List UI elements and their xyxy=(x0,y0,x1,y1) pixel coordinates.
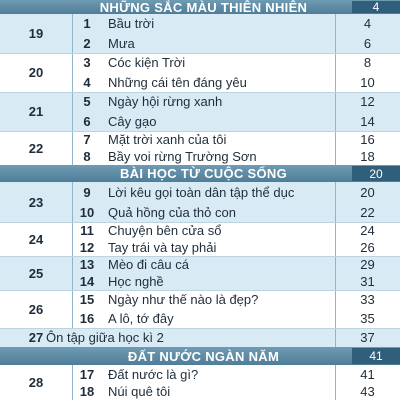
lesson-number: 10 xyxy=(79,204,95,220)
lesson-page: 26 xyxy=(360,240,375,255)
lesson-number: 16 xyxy=(79,311,95,326)
section-title: BÀI HỌC TỪ CUỘC SỐNG xyxy=(119,166,287,181)
lesson-title: Tay trái và tay phải xyxy=(108,240,217,255)
week-number: 23 xyxy=(0,182,72,222)
column-divider xyxy=(72,14,73,165)
column-divider xyxy=(72,365,73,400)
lesson-page: 20 xyxy=(360,184,375,200)
section-title: ĐẤT NƯỚC NGÀN NĂM xyxy=(127,348,280,364)
lesson-row xyxy=(72,111,400,131)
row-divider xyxy=(0,290,400,291)
lesson-title: Bầy voi rừng Trường Sơn xyxy=(108,149,257,164)
lesson-page: 41 xyxy=(360,366,375,382)
lesson-page: 6 xyxy=(363,35,372,51)
lesson-row xyxy=(72,92,400,111)
section-header xyxy=(0,0,400,14)
section-page: 20 xyxy=(352,166,400,181)
lesson-number: 3 xyxy=(83,55,91,70)
column-divider xyxy=(335,182,336,347)
lesson-page: 14 xyxy=(360,113,375,129)
lesson-row xyxy=(72,53,400,72)
lesson-title: Mưa xyxy=(108,35,135,51)
lesson-number: 18 xyxy=(79,384,95,399)
row-divider xyxy=(0,92,400,93)
week-number: 25 xyxy=(0,256,72,290)
lesson-page: 43 xyxy=(360,384,375,399)
lesson-row xyxy=(72,239,400,256)
review-row xyxy=(0,328,400,347)
section-title: NHỮNG SẮC MÀU THIÊN NHIÊN xyxy=(99,0,308,15)
review-title: Ôn tập giữa học kì 2 xyxy=(46,330,164,345)
week-number: 19 xyxy=(0,14,72,53)
week-number: 20 xyxy=(28,65,44,80)
row-divider xyxy=(0,222,400,223)
lesson-row xyxy=(72,33,400,53)
lesson-page: 35 xyxy=(360,311,375,326)
column-divider xyxy=(72,182,73,328)
lesson-page: 29 xyxy=(360,257,375,272)
week-number: 24 xyxy=(28,231,44,247)
lesson-title: Những cái tên đáng yêu xyxy=(108,74,247,90)
lesson-number: 11 xyxy=(80,223,94,238)
lesson-row xyxy=(72,273,400,290)
lesson-number: 8 xyxy=(83,149,91,164)
lesson-number: 7 xyxy=(83,132,91,147)
lesson-number: 14 xyxy=(79,274,95,289)
lesson-number: 13 xyxy=(79,257,95,272)
lesson-number: 15 xyxy=(79,292,95,307)
row-divider xyxy=(0,256,400,257)
column-divider xyxy=(335,14,336,165)
lesson-title: Học nghề xyxy=(108,274,164,289)
lesson-row xyxy=(72,202,400,222)
section-page: 4 xyxy=(352,1,400,13)
section-header xyxy=(0,165,400,182)
row-divider xyxy=(0,53,400,54)
lesson-title: Quả hồng của thỏ con xyxy=(108,204,236,220)
section-header xyxy=(0,347,400,365)
lesson-title: Đất nước là gì? xyxy=(108,366,199,382)
lesson-number: 2 xyxy=(83,35,91,51)
lesson-title: Chuyện bên cửa sổ xyxy=(108,223,222,238)
lesson-row xyxy=(72,290,400,309)
week-number: 27 xyxy=(28,330,44,345)
lesson-title: Mèo đi câu cá xyxy=(108,257,189,272)
row-divider xyxy=(0,328,400,329)
lesson-row xyxy=(72,14,400,33)
lesson-row xyxy=(72,309,400,328)
lesson-row xyxy=(72,182,400,202)
lesson-row xyxy=(72,148,400,165)
week-number: 21 xyxy=(0,92,72,131)
lesson-page: 8 xyxy=(363,55,372,70)
lesson-title: A lô, tớ đây xyxy=(108,311,174,326)
review-page: 37 xyxy=(360,330,375,345)
column-divider xyxy=(335,365,336,400)
lesson-number: 12 xyxy=(79,240,95,255)
lesson-number: 9 xyxy=(83,184,91,200)
lesson-row xyxy=(72,72,400,92)
lesson-row xyxy=(72,365,400,383)
lesson-number: 5 xyxy=(83,94,91,109)
lesson-page: 18 xyxy=(360,149,375,164)
lesson-title: Ngày hội rừng xanh xyxy=(108,94,223,109)
lesson-title: Ngày như thế nào là đẹp? xyxy=(108,292,259,307)
section-page: 41 xyxy=(352,348,400,364)
lesson-number: 4 xyxy=(83,74,91,90)
lesson-page: 16 xyxy=(360,132,375,147)
lesson-row xyxy=(72,383,400,400)
lesson-row xyxy=(72,256,400,273)
lesson-title: Lời kêu gọi toàn dân tập thể dục xyxy=(108,184,295,200)
lesson-page: 4 xyxy=(363,16,372,31)
lesson-page: 31 xyxy=(360,274,375,289)
lesson-number: 6 xyxy=(83,113,91,129)
week-number: 22 xyxy=(28,140,44,156)
lesson-row xyxy=(72,222,400,239)
lesson-row xyxy=(72,131,400,148)
lesson-number: 1 xyxy=(83,16,91,31)
lesson-page: 22 xyxy=(360,204,375,220)
lesson-page: 12 xyxy=(360,94,375,109)
lesson-page: 10 xyxy=(360,74,375,90)
lesson-title: Cóc kiện Trời xyxy=(108,55,186,70)
lesson-title: Núi quê tôi xyxy=(108,384,171,399)
lesson-page: 24 xyxy=(360,223,375,238)
lesson-title: Bầu trời xyxy=(108,16,155,31)
row-divider xyxy=(0,131,400,132)
lesson-number: 17 xyxy=(79,366,95,382)
week-number: 28 xyxy=(28,375,44,390)
lesson-title: Mặt trời xanh của tôi xyxy=(108,132,227,147)
lesson-title: Cây gạo xyxy=(108,113,157,129)
week-number: 26 xyxy=(28,301,44,317)
lesson-page: 33 xyxy=(360,292,375,307)
